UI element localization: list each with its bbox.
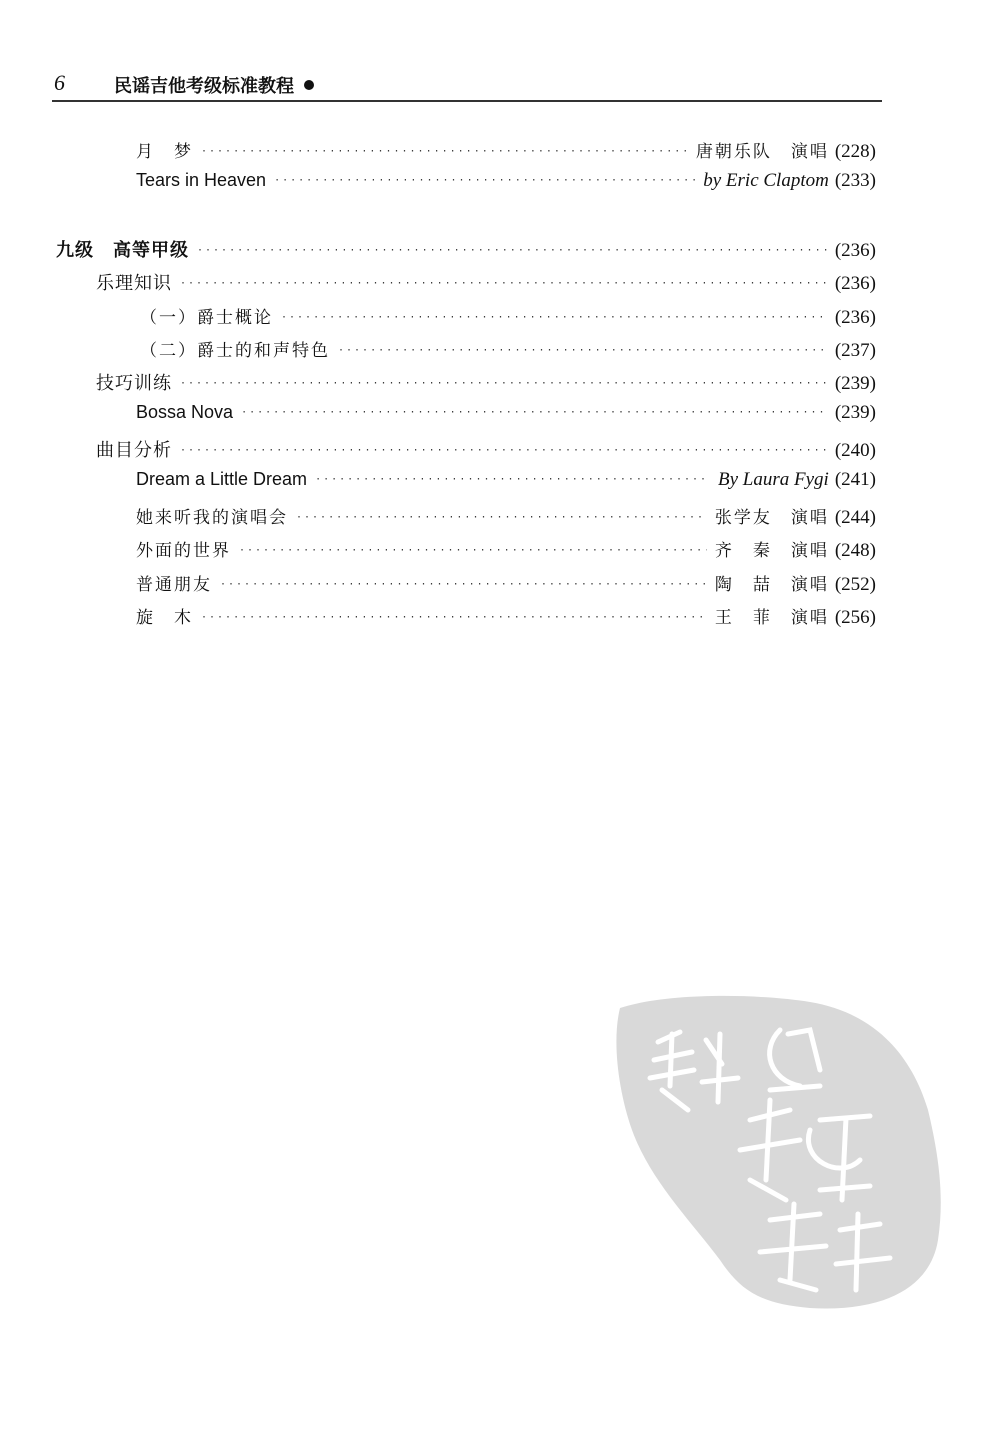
toc-entry-page: (239) xyxy=(834,373,876,394)
toc-entry-title: 外面的世界 xyxy=(136,541,231,561)
toc-entry-page: (233) xyxy=(834,170,876,191)
dot-leader xyxy=(197,246,827,256)
toc-entry-level-nine xyxy=(56,236,876,262)
toc-entry-jazz-overview xyxy=(140,303,876,329)
toc-entry-title: 普通朋友 xyxy=(136,575,212,595)
dot-leader xyxy=(201,613,707,623)
dot-leader xyxy=(180,279,827,289)
toc-entry-title: Dream a Little Dream xyxy=(136,469,308,489)
dot-leader xyxy=(281,313,827,323)
toc-entry-page: (248) xyxy=(834,540,876,561)
toc-entry-title: （一）爵士概论 xyxy=(140,308,273,328)
toc-entry-title: 曲目分析 xyxy=(96,440,172,461)
toc-entry-page: (236) xyxy=(834,307,876,328)
toc-entry-page: (244) xyxy=(834,507,876,528)
toc-entry-title: 乐理知识 xyxy=(96,273,172,294)
toc-entry-page: (228) xyxy=(834,141,876,162)
toc-entry-performer: 陶 喆 演唱 xyxy=(714,575,829,595)
toc-entry-dream-a-little-dream xyxy=(136,469,876,495)
dot-leader xyxy=(201,147,688,157)
toc-entry-title: Tears in Heaven xyxy=(136,170,267,190)
toc-entry-page: (236) xyxy=(834,273,876,294)
dot-leader xyxy=(315,475,710,485)
toc-entry-page: (236) xyxy=(834,240,876,261)
toc-entry-page: (240) xyxy=(834,440,876,461)
bullet-icon xyxy=(304,80,314,90)
header-rule xyxy=(52,100,882,102)
seal-stamp-icon xyxy=(610,990,950,1320)
toc-entry-page: (256) xyxy=(834,607,876,628)
dot-leader xyxy=(239,546,707,556)
toc-entry-tears-in-heaven xyxy=(136,170,876,196)
toc-entry-performer: 王 菲 演唱 xyxy=(714,608,829,628)
toc-entry-jazz-harmony xyxy=(140,336,876,362)
toc-entry-title: 月 梦 xyxy=(136,142,193,162)
toc-entry-performer: 张学友 演唱 xyxy=(714,508,829,528)
dot-leader xyxy=(220,580,707,590)
page-number: 6 xyxy=(54,70,65,95)
toc-entry-title: 她来听我的演唱会 xyxy=(136,508,288,528)
running-header xyxy=(52,70,882,102)
toc-entry-title: （二）爵士的和声特色 xyxy=(140,341,330,361)
toc-entry-pu-tong-peng-you xyxy=(136,570,876,596)
book-title xyxy=(114,72,314,98)
toc-entry-title: Bossa Nova xyxy=(136,402,234,422)
toc-entry-music-theory xyxy=(96,269,876,295)
toc-entry-title: 技巧训练 xyxy=(96,373,172,394)
dot-leader xyxy=(180,446,827,456)
dot-leader xyxy=(296,513,707,523)
toc-entry-performer: 唐朝乐队 演唱 xyxy=(695,142,829,162)
toc-entry-xuan-mu xyxy=(136,603,876,629)
toc-entry-title: 旋 木 xyxy=(136,608,193,628)
toc-entry-technique-training xyxy=(96,369,876,395)
dot-leader xyxy=(274,176,695,186)
dot-leader xyxy=(338,346,827,356)
toc-entry-title: 九级 高等甲级 xyxy=(56,240,189,261)
toc-entry-performer: 齐 秦 演唱 xyxy=(714,541,829,561)
toc-entry-song-analysis xyxy=(96,436,876,462)
toc-entry-wai-mian-de-shi-jie xyxy=(136,536,876,562)
toc-entry-bossa-nova xyxy=(136,402,876,428)
dot-leader xyxy=(180,379,827,389)
toc-entry-ta-lai-ting xyxy=(136,503,876,529)
toc-entry-page: (239) xyxy=(834,402,876,423)
book-title-text: 民谣吉他考级标准教程 xyxy=(114,76,294,97)
toc-entry-performer: by Eric Claptom xyxy=(703,170,829,191)
toc-entry-page: (241) xyxy=(834,469,876,490)
dot-leader xyxy=(241,408,827,418)
toc-entry-page: (237) xyxy=(834,340,876,361)
toc-entry-performer: By Laura Fygi xyxy=(718,469,829,490)
toc-entry-yue-meng xyxy=(136,137,876,163)
toc-entry-page: (252) xyxy=(834,574,876,595)
